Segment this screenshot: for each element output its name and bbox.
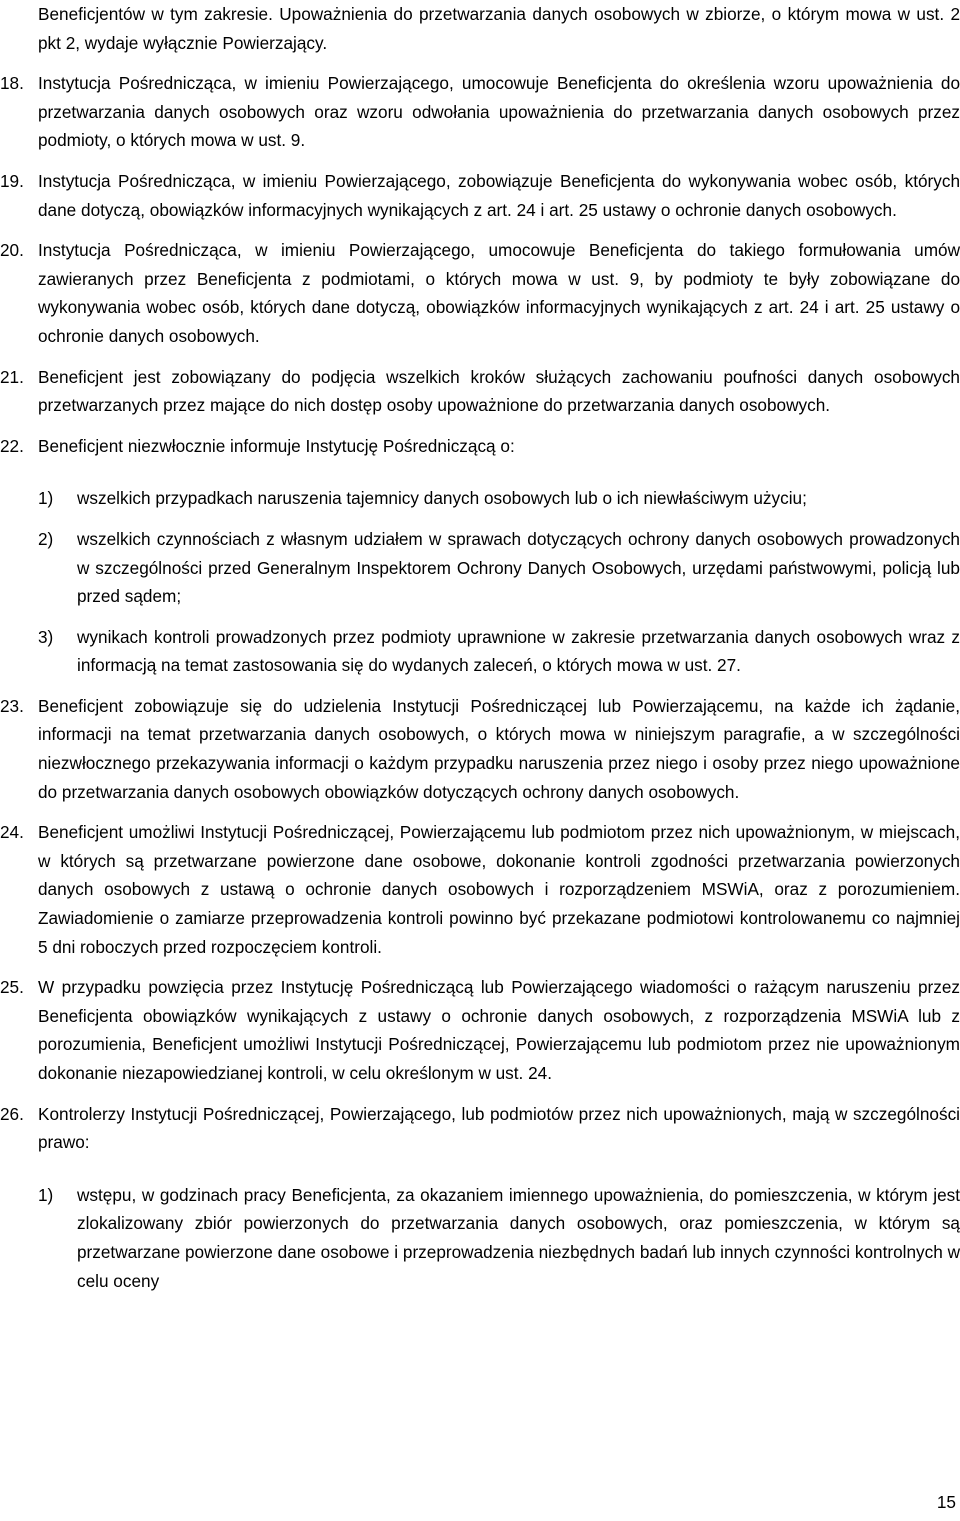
paragraph-number: 22. <box>0 435 24 456</box>
paragraph-23 <box>0 692 960 806</box>
paragraph-number: 18. <box>0 73 24 94</box>
paragraph-21 <box>0 363 960 420</box>
list-item-text: wstępu, w godzinach pracy Beneficjenta, za okazaniem imiennego upoważnienia, do pomieszczenia, w którym jest zlokalizowany zbiór powierzonych do przetwarzania danych osobowych, oraz pomieszczenia, w którym są przetwarzane powierzone dane osobowe i przeprowadzenia niezbędnych badań lub innych czynności kontrolnych w celu oceny <box>77 1184 960 1291</box>
list-item-number: 1) <box>38 1184 54 1205</box>
paragraph-number: 25. <box>0 977 24 998</box>
paragraph-24 <box>0 818 960 961</box>
list-item-22-1 <box>0 484 960 513</box>
paragraph-text: Instytucja Pośrednicząca, w imieniu Powierzającego, zobowiązuje Beneficjenta do wykonywania wobec osób, których dane dotyczą, obowiązków informacyjnych wynikających z art. 24 i art. 25 ustawy o ochronie danych osobowych. <box>38 170 960 220</box>
paragraph-number: 20. <box>0 240 24 261</box>
list-item-number: 1) <box>38 488 54 509</box>
paragraph-25 <box>0 973 960 1087</box>
paragraph-number: 23. <box>0 695 24 716</box>
paragraph-19 <box>0 167 960 224</box>
paragraph-number: 26. <box>0 1103 24 1124</box>
paragraph-text: Instytucja Pośrednicząca, w imieniu Powierzającego, umocowuje Beneficjenta do takiego formułowania umów zawieranych przez Beneficjenta z podmiotami, o których mowa w ust. 9, by podmioty te były zobowiązane do wykonywania wobec osób, których dane dotyczą, obowiązków informacyjnych wynikających z art. 24 i art. 25 ustawy o ochronie danych osobowych. <box>38 240 960 346</box>
list-item-text: wynikach kontroli prowadzonych przez podmioty uprawnione w zakresie przetwarzania danych osobowych wraz z informacją na temat zastosowania się do wydanych zaleceń, o których mowa w ust. 27. <box>77 626 960 676</box>
paragraph-text: Beneficjent umożliwi Instytucji Pośredniczącej, Powierzającemu lub podmiotom przez nich upoważnionym, w miejscach, w których są przetwarzane powierzone dane osobowe, dokonanie kontroli zgodności przetwarzania powierzonych danych osobowych z ustawą o ochronie danych osobowych i rozporządzeniem MSWiA, oraz z porozumieniem. Zawiadomienie o zamiarze przeprowadzenia kontroli powinno być przekazane podmiotowi kontrolowanemu co najmniej 5 dni roboczych przed rozpoczęciem kontroli. <box>38 822 960 957</box>
paragraph-number: 21. <box>0 366 24 387</box>
paragraph-text: Kontrolerzy Instytucji Pośredniczącej, Powierzającego, lub podmiotów przez nich upoważnionych, mają w szczególności prawo: <box>38 1103 960 1153</box>
paragraph-26 <box>0 1100 960 1157</box>
paragraph-text: W przypadku powzięcia przez Instytucję Pośredniczącą lub Powierzającego wiadomości o rażącym naruszeniu przez Beneficjenta obowiązków wynikających z ustawy o ochronie danych osobowych, z rozporządzenia MSWiA lub z porozumienia, Beneficjent umożliwi Instytucji Pośredniczącej, Powierzającemu lub podmiotom przez nie upoważnionym dokonanie niezapowiedzianej kontroli, w celu określonym w ust. 24. <box>38 977 960 1083</box>
list-item-26-1 <box>0 1181 960 1295</box>
paragraph-22 <box>0 432 960 461</box>
paragraph-18 <box>0 69 960 155</box>
list-item-22-3 <box>0 623 960 680</box>
paragraph-number: 24. <box>0 822 24 843</box>
paragraph-text: Beneficjent zobowiązuje się do udzielenia Instytucji Pośredniczącej lub Powierzającemu, na każde ich żądanie, informacji na temat przetwarzania danych osobowych, o których mowa w niniejszym paragrafie, a w szczególności niezwłocznego przekazywania informacji o każdym przypadku naruszenia przez niego i osoby przez niego upoważnione do przetwarzania danych osobowych obowiązków dotyczących ochrony danych osobowych. <box>38 695 960 802</box>
paragraph-number: 19. <box>0 170 24 191</box>
paragraph-text: Beneficjent niezwłocznie informuje Instytucję Pośredniczącą o: <box>38 435 515 456</box>
list-item-text: wszelkich czynnościach z własnym udziałem w sprawach dotyczących ochrony danych osobowych prowadzonych w szczególności przed Generalnym Inspektorem Ochrony Danych Osobowych, urzędami państwowymi, policją lub przed sądem; <box>77 528 960 607</box>
list-item-22-2 <box>0 525 960 611</box>
continuation-paragraph: Beneficjentów w tym zakresie. Upoważnienia do przetwarzania danych osobowych w zbiorze, o którym mowa w ust. 2 pkt 2, wydaje wyłącznie Powierzający. <box>38 4 960 53</box>
list-item-number: 3) <box>38 626 54 647</box>
list-item-number: 2) <box>38 528 54 549</box>
page-number: 15 <box>936 1492 956 1512</box>
paragraph-20 <box>0 236 960 350</box>
list-item-text: wszelkich przypadkach naruszenia tajemnicy danych osobowych lub o ich niewłaściwym użyciu; <box>77 488 807 509</box>
paragraph-text: Instytucja Pośrednicząca, w imieniu Powierzającego, umocowuje Beneficjenta do określenia wzoru upoważnienia do przetwarzania danych osobowych oraz wzoru odwołania upoważnienia do przetwarzania danych osobowych przez podmioty, o których mowa w ust. 9. <box>38 73 960 151</box>
paragraph-text: Beneficjent jest zobowiązany do podjęcia wszelkich kroków służących zachowaniu poufności danych osobowych przetwarzanych przez mające do nich dostęp osoby upoważnione do przetwarzania danych osobowych. <box>38 366 960 416</box>
